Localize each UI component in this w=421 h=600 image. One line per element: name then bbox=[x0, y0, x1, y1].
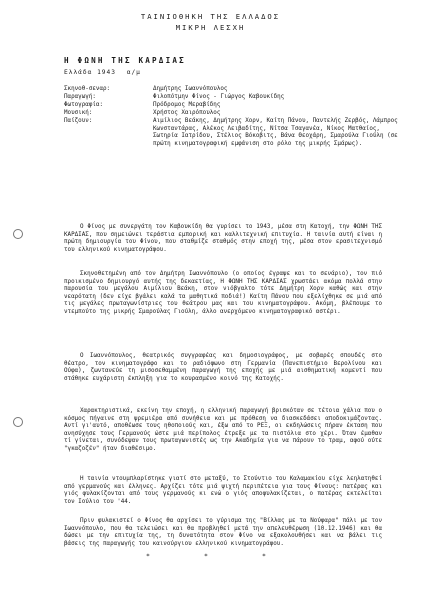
paragraph: Η ταινία ντουμπλαρίστηκε γιατί στο μεταξύ, το Στούντιο του Καλαμακίου είχε λεηλατηθεί από γερμανούς και έλληνες. Αρχίζει τότε μιά ψιχτή περιπέτεια για τους Φίνους: πατέρας και γιός φυλακίζονται από τους γερμανούς κι ενώ ο γιός αποφυλακίζεται, ο πατέρας εκτελείται τον Ιούλιο του '44. bbox=[64, 476, 382, 505]
paragraph: Σκηνοθετημένη από τον Δημήτρη Ιωαννόπουλο (ο οποίος έγραψε και το σενάριο), τον πιό προικισμένο δημιουργό αυτής της δεκαετίας, Η ΦΩΝΗ ΤΗΣ ΚΑΡΔΙΑΣ χρωστάει ακόμα πολλά στην παρουσία του μεγάλου Αιμίλιου Βεάκη, στον νιόβγαλτο τότε Δημήτρη Χορν καθώς και στην νεαρότατη (δεν είχε βγάλει καλά τα μαθητικά ποδιά!) Καίτη Πάνου που εξελίχθηκε σε μιά από τις μεγάλες πρωταγωνίστριες του θεάτρου μας και του κινηματογράφου. Ακόμη, βλέπουμε το ντεμπούτο της μικρής Σμαρούλας Γιούλη, άλλο ανερχόμενο κινηματογραφικό αστέρι. bbox=[64, 271, 382, 315]
credits-block bbox=[64, 86, 404, 149]
credit-label: Μουσική: bbox=[64, 109, 93, 116]
paragraph: Πριν φυλακιστεί ο Φίνος θα αρχίσει το γύρισμα της "Βίλλας με τα Νούφαρα" πάλι με τον Ιωαννόπουλο, που θα τελειώσει και θα προβληθεί μετά την απελευθέρωση (10.12.1946) και θα δώσει με την επιτυχία της, τη δυνατότητα στον Φίνο να εξακολουθήσει και να βάλει τις βάσεις της παραγωγής του καινούργιου ελληνικού κινηματογράφου. bbox=[64, 518, 382, 547]
paragraph: Χαρακτηριστικά, εκείνη την εποχή, η ελληνική παραγωγή βρισκόταν σε τέτοια χάλια που ο κόσμος πήγαινε στη ψρεμιέρα από συνήθεια και με πρόθεση να διασκεδάσει αποδοκιμάζοντας. Αντί γι'αυτό, αποθέωσε τους ηθοποιούς και, έξω από το ΡΕΞ, οι εκδηλώσεις πήραν έκταση που ανησύχησε τους Γερμανούς ώστε μιά περίπολος έτρεξε με τα πιστόλια στο χέρι. Όταν έμαθαν τί γίνεται, συνόδεψαν τους πρωταγωνιστές ως την Ακαδημία για να πάρουν το τραμ, αφού ούτε "γκαζοζέν" ήταν διαθέσιμο. bbox=[64, 408, 382, 452]
star-mark: * bbox=[262, 552, 266, 560]
paragraph: Ο Φίνος με συνεργάτη τον Καβουκίδη θα γυρίσει το 1943, μέσα στη Κατοχή, την ΦΩΝΗ ΤΗΣ ΚΑΡΔΙΑΣ, που σημειώνει τεράστια εμπορική και καλλιτεχνική επιτυχία. Η ταινία αυτή είναι η πρώτη δημιουργία του Φίνου, που σταθμίζε σταθμός στην εποχή της, μέσα στον ερασιτεχνισμό του ελληνικού κινηματογράφου. bbox=[64, 224, 382, 253]
punch-hole-top bbox=[13, 229, 23, 239]
credit-value: Δημήτρης Ιωαννόπουλος bbox=[153, 86, 228, 92]
paragraph: Ο Ιωαννόπουλος, θεατρικός συγγραφέας και δημοσιογράφος, με σοβαρές σπουδές στο θέατρο, τον κινηματογράφο και το ραδιόφωνο στη Γερμανία (Πανεπιστήμιο Βερολίνου και Ούφα), ζωντανεύε τη μισοσεθαμμένη παραγωγή της εποχής με μιά αισθηματική κομεντί που στάθηκε ευχάριστη έκπληξη για το κουρασμένο κοινό της Κατοχής. bbox=[64, 353, 382, 382]
credit-row bbox=[64, 118, 404, 150]
credit-label: Παίζουν: bbox=[64, 117, 93, 124]
archive-section: ΜΙΚΡΗ ΛΕΣΧΗ bbox=[175, 23, 246, 32]
credit-row bbox=[64, 86, 404, 94]
star-mark: * bbox=[146, 552, 150, 560]
credit-label: Παραγωγή: bbox=[64, 93, 96, 100]
credit-value: Αιμίλιος Βεάκης, Δημήτρης Χορν, Καίτη Πάνου, Παντελής Ζερβός, Λάμπρος Κωνσταντάρας, Αλέκος Λειβαδίτης, Νίτσα Τσαγανέα, Νίκος Ματθαίος, Σωτηρία Ιατρίδου, Στέλιος Βόκοβιτς, Βάνα Θεοχάρη, Σμαρούλα Γιούλη (σε πρώτη κινηματογραφική εμφάνιση στο ρόλο της μικρής Σμάρως). bbox=[153, 117, 398, 148]
film-country-year: Ελλάδα 1943 bbox=[64, 69, 116, 76]
film-meta bbox=[64, 69, 141, 76]
credit-row bbox=[64, 102, 404, 110]
credit-value: Φιλοπότμην Φίνος - Γιώργος Καβουκίδης bbox=[153, 93, 285, 100]
punch-hole-bottom bbox=[13, 417, 23, 427]
credit-value: Πρόδρομος Μεραβίδης bbox=[153, 101, 221, 108]
film-format: α/μ bbox=[126, 69, 141, 76]
credit-label: Σκηνοθ-σεναρ: bbox=[64, 86, 111, 92]
credit-value: Χρήστος Χαιρόπουλος bbox=[153, 109, 221, 116]
credit-row bbox=[64, 94, 404, 102]
archive-name: ΤΑΙΝΙΟΘΗΚΗ ΤΗΣ ΕΛΛΑΔΟΣ bbox=[140, 12, 281, 21]
credit-label: Φωτογραφία: bbox=[64, 101, 104, 108]
film-title: Η ΦΩΝΗ ΤΗΣ ΚΑΡΔΙΑΣ bbox=[64, 56, 186, 65]
star-mark: * bbox=[204, 552, 208, 560]
credit-row bbox=[64, 110, 404, 118]
